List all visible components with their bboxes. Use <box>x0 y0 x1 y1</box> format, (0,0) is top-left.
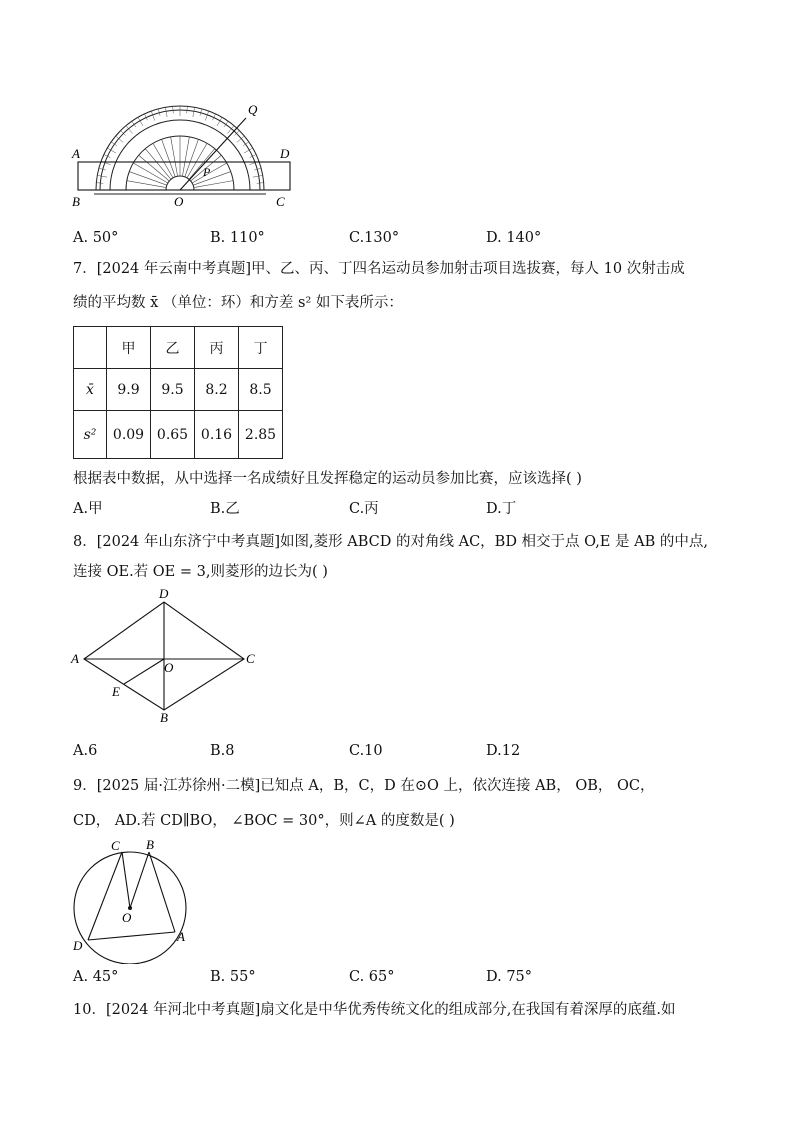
q8-stem-line2: 连接 OE.若 OE = 3,则菱形的边长为( ) <box>73 564 328 580</box>
q7-option-d[interactable]: D.丁 <box>486 501 517 517</box>
label-B: B <box>146 837 154 852</box>
q8-option-a[interactable]: A.6 <box>73 743 98 759</box>
protractor-tick <box>257 183 264 184</box>
label-O: O <box>174 194 184 209</box>
circle-figure <box>64 834 204 964</box>
label-A: A <box>71 651 79 666</box>
label-D: D <box>280 146 290 161</box>
table-cell: 2.85 <box>239 411 283 459</box>
table-cell: 丁 <box>239 327 283 369</box>
protractor-ray <box>194 181 233 188</box>
table-cell: 0.65 <box>151 411 195 459</box>
label-B: B <box>160 710 168 725</box>
rhombus-figure <box>66 588 266 728</box>
ray-OQ <box>180 118 246 190</box>
protractor-tick <box>234 131 239 136</box>
q8-option-c[interactable]: C.10 <box>349 743 383 759</box>
label-D: D <box>159 588 169 601</box>
protractor-ray <box>162 139 176 177</box>
q8-option-d[interactable]: D.12 <box>486 743 521 759</box>
q9-option-c[interactable]: C. 65° <box>349 969 395 985</box>
q7-score-table <box>73 326 283 459</box>
label-E: E <box>112 684 120 699</box>
q7-option-b[interactable]: B.乙 <box>210 501 240 517</box>
q9-stem-line1: 9．[2025 届·江苏徐州·二模]已知点 A，B，C，D 在⊙O 上，依次连接 AB， OB， OC， <box>73 778 655 794</box>
table-row <box>74 369 283 411</box>
q6-option-d[interactable]: D. 140° <box>486 230 542 246</box>
table-cell: 乙 <box>151 327 195 369</box>
label-C: C <box>246 651 255 666</box>
protractor-tick <box>173 106 174 113</box>
q6-option-b[interactable]: B. 110° <box>210 230 265 246</box>
segment-oe <box>124 659 164 684</box>
q9-option-b[interactable]: B. 55° <box>210 969 256 985</box>
table-cell: 甲 <box>107 327 151 369</box>
segment-co <box>122 852 130 908</box>
table-header-row <box>74 327 283 369</box>
protractor-figure <box>66 100 306 210</box>
q9-option-d[interactable]: D. 75° <box>486 969 533 985</box>
table-cell: 9.5 <box>151 369 195 411</box>
q7-option-a[interactable]: A.甲 <box>73 501 103 517</box>
protractor-tick <box>187 106 188 113</box>
label-B: B <box>72 194 80 209</box>
protractor-ray <box>185 139 199 177</box>
q6-option-c[interactable]: C.130° <box>349 230 400 246</box>
segment-ob <box>130 852 149 908</box>
q10-stem-line1: 10．[2024 年河北中考真题]扇文化是中华优秀传统文化的组成部分,在我国有着深厚的底蕴.如 <box>73 1002 676 1018</box>
label-C: C <box>276 194 285 209</box>
label-C: C <box>111 838 120 853</box>
protractor-tick <box>97 175 107 177</box>
q8-stem-line1: 8．[2024 年山东济宁中考真题]如图,菱形 ABCD 的对角线 AC，BD 相交于点 O,E 是 AB 的中点, <box>73 534 708 550</box>
protractor-ray <box>193 172 231 186</box>
protractor-ray <box>129 172 167 186</box>
table-cell: 0.09 <box>107 411 151 459</box>
protractor-tick <box>121 131 126 136</box>
protractor-ray <box>133 163 168 183</box>
q6-option-a[interactable]: A. 50° <box>73 230 119 246</box>
protractor-tick <box>96 183 103 184</box>
table-cell: 0.16 <box>195 411 239 459</box>
table-cell: 8.2 <box>195 369 239 411</box>
label-A: A <box>72 146 80 161</box>
label-A: A <box>177 929 185 944</box>
table-cell <box>74 327 107 369</box>
q7-stem-line1: 7．[2024 年云南中考真题]甲、乙、丙、丁四名运动员参加射击项目选拔赛，每人 10 次射击成 <box>73 261 685 277</box>
protractor-tick <box>253 175 263 177</box>
protractor-ray <box>171 137 178 176</box>
protractor-ray <box>153 143 173 178</box>
table-cell: 9.9 <box>107 369 151 411</box>
q8-option-b[interactable]: B.8 <box>210 743 235 759</box>
protractor-ray <box>127 181 166 188</box>
protractor-tick <box>193 107 195 117</box>
q7-stem-line3: 根据表中数据，从中选择一名成绩好且发挥稳定的运动员参加比赛，应该选择( ) <box>73 471 582 487</box>
q7-option-c[interactable]: C.丙 <box>349 501 379 517</box>
protractor-ray <box>182 137 189 176</box>
q9-option-a[interactable]: A. 45° <box>73 969 119 985</box>
table-cell: s² <box>74 411 107 459</box>
table-row <box>74 411 283 459</box>
label-P: P <box>203 165 211 179</box>
table-cell: 8.5 <box>239 369 283 411</box>
table-cell: x̄ <box>74 369 107 411</box>
protractor-tick <box>151 111 154 120</box>
q9-stem-line2: CD， AD.若 CD∥BO， ∠BOC = 30°，则∠A 的度数是( ) <box>73 813 455 829</box>
label-O: O <box>164 660 174 675</box>
segment-da <box>88 932 175 940</box>
label-Q: Q <box>248 102 258 117</box>
table-cell: 丙 <box>195 327 239 369</box>
protractor-tick <box>205 111 208 120</box>
protractor-tick <box>165 107 167 117</box>
label-O: O <box>122 910 132 925</box>
segment-ba <box>149 852 175 932</box>
label-D: D <box>73 938 83 953</box>
q7-stem-line2: 绩的平均数 x̄ （单位：环）和方差 s² 如下表所示： <box>73 295 403 311</box>
